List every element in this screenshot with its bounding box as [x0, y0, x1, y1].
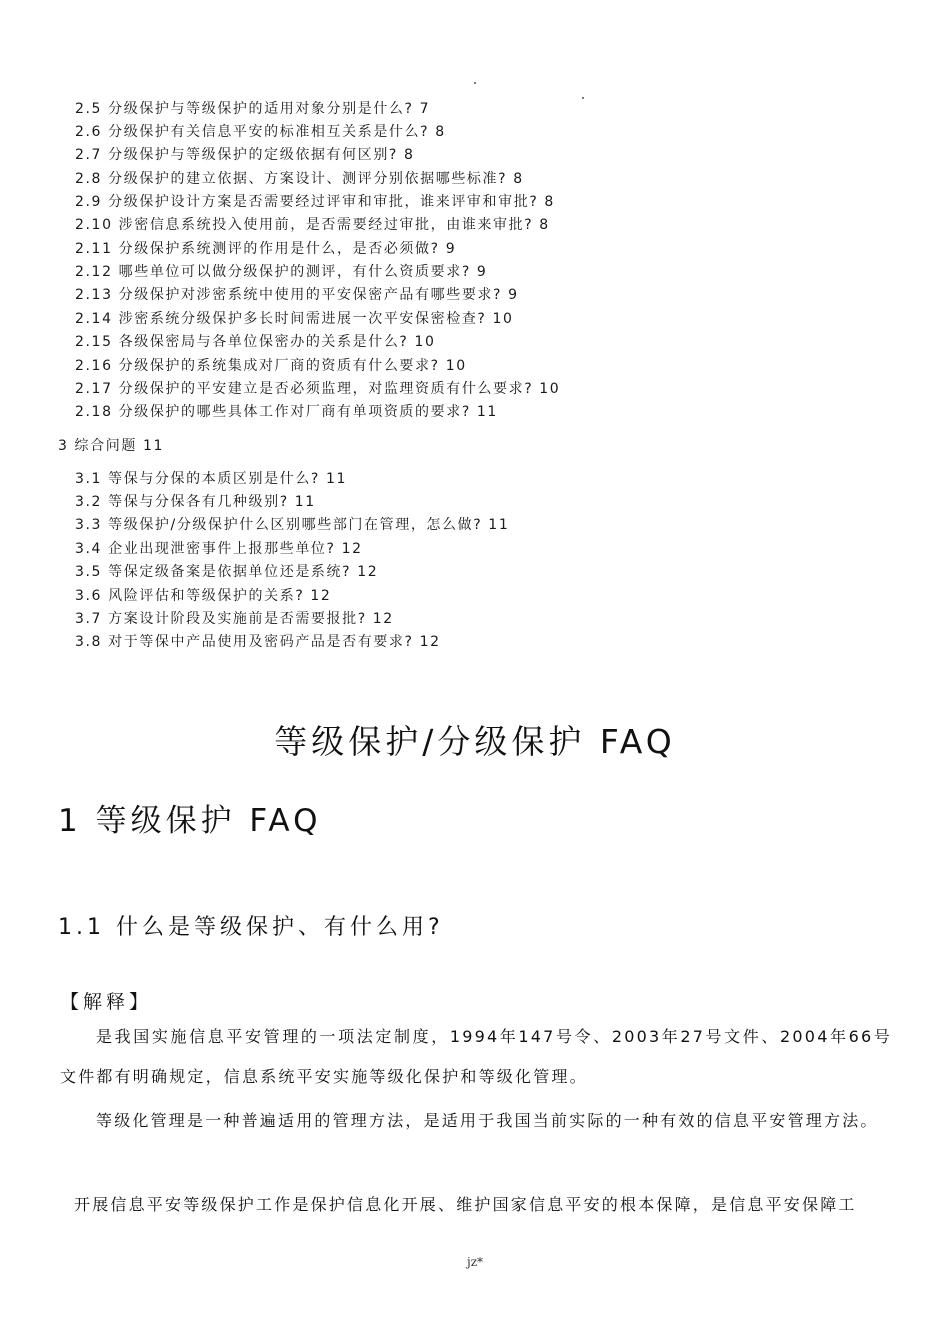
page-footer: jz*	[466, 1255, 484, 1269]
body-paragraph: 等级化管理是一种普遍适用的管理方法，是适用于我国当前实际的一种有效的信息平安管理方法。	[96, 1111, 879, 1130]
body-paragraph: 是我国实施信息平安管理的一项法定制度，1994年147号令、2003年27号文件、2004年66号文件都有明确规定，信息系统平安实施等级化保护和等级化管理。	[60, 1027, 892, 1086]
toc-item[interactable]: 2.12 哪些单位可以做分级保护的测评，有什么资质要求? 9	[75, 264, 488, 280]
toc-item[interactable]: 2.15 各级保密局与各单位保密办的关系是什么? 10	[75, 334, 436, 350]
toc-item[interactable]: 3.5 等保定级备案是依据单位还是系统? 12	[75, 564, 379, 580]
body-paragraph: 开展信息平安等级保护工作是保护信息化开展、维护国家信息平安的根本保障，是信息平安保障工	[74, 1195, 857, 1214]
toc-item[interactable]: 3.7 方案设计阶段及实施前是否需要报批? 12	[75, 611, 394, 627]
scan-dot	[474, 82, 476, 84]
toc-item[interactable]: 3.3 等级保护/分级保护什么区别哪些部门在管理，怎么做? 11	[75, 517, 510, 533]
toc-item[interactable]: 3.4 企业出现泄密事件上报那些单位? 12	[75, 541, 363, 557]
scan-dot	[582, 97, 584, 99]
toc-item[interactable]: 3.8 对于等保中产品使用及密码产品是否有要求? 12	[75, 634, 441, 650]
toc-item[interactable]: 2.8 分级保护的建立依据、方案设计、测评分别依据哪些标准? 8	[75, 171, 524, 187]
toc-item[interactable]: 3.2 等保与分保各有几种级别? 11	[75, 494, 316, 510]
toc-item[interactable]: 2.5 分级保护与等级保护的适用对象分别是什么? 7	[75, 101, 431, 117]
explanation-label: 【解释】	[60, 991, 153, 1013]
toc-item[interactable]: 2.14 涉密系统分级保护多长时间需进展一次平安保密检查? 10	[75, 311, 514, 327]
toc-item[interactable]: 2.18 分级保护的哪些具体工作对厂商有单项资质的要求? 11	[75, 404, 498, 420]
document-title: 等级保护/分级保护 FAQ	[274, 722, 676, 761]
subsection-heading: 1.1 什么是等级保护、有什么用?	[58, 915, 444, 940]
toc-item[interactable]: 3.6 风险评估和等级保护的关系? 12	[75, 588, 332, 604]
toc-item[interactable]: 2.16 分级保护的系统集成对厂商的资质有什么要求? 10	[75, 358, 467, 374]
toc-item[interactable]: 2.9 分级保护设计方案是否需要经过评审和审批，谁来评审和审批? 8	[75, 194, 555, 210]
section-heading: 1 等级保护 FAQ	[58, 803, 322, 839]
toc-item[interactable]: 2.6 分级保护有关信息平安的标准相互关系是什么? 8	[75, 124, 446, 140]
toc-section[interactable]: 3 综合问题 11	[58, 438, 165, 454]
toc-item[interactable]: 2.17 分级保护的平安建立是否必须监理，对监理资质有什么要求? 10	[75, 381, 561, 397]
toc-item[interactable]: 2.13 分级保护对涉密系统中使用的平安保密产品有哪些要求? 9	[75, 287, 519, 303]
toc-item[interactable]: 2.11 分级保护系统测评的作用是什么，是否必须做? 9	[75, 241, 457, 257]
toc-item[interactable]: 2.10 涉密信息系统投入使用前，是否需要经过审批，由谁来审批? 8	[75, 217, 550, 233]
toc-item[interactable]: 3.1 等保与分保的本质区别是什么? 11	[75, 471, 348, 487]
toc-item[interactable]: 2.7 分级保护与等级保护的定级依据有何区别? 8	[75, 147, 415, 163]
